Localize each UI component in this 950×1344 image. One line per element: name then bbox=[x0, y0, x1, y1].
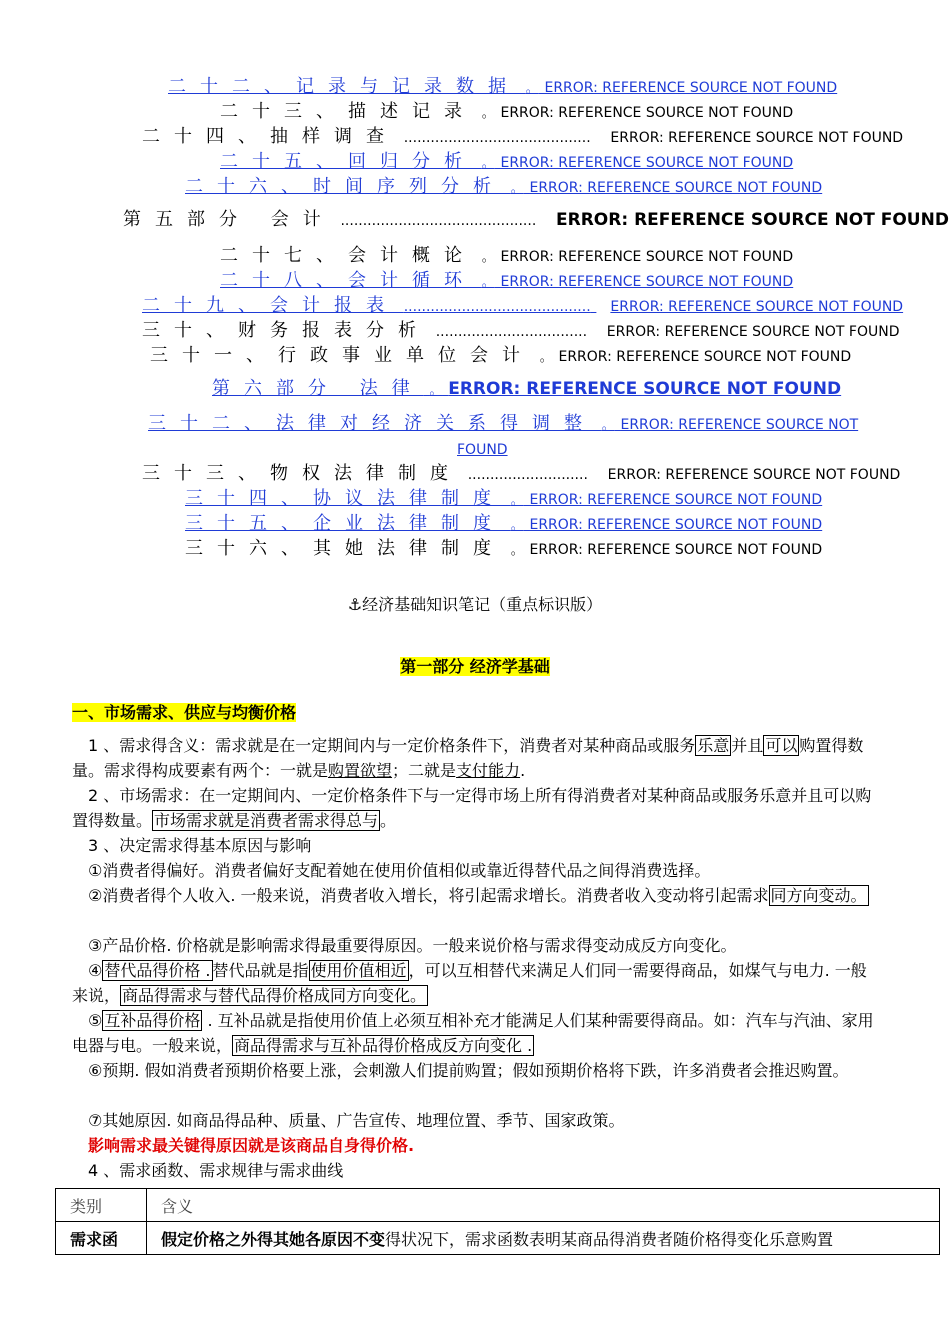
toc-item-24: 二十四、抽样调查 .......................................... ERROR: REFERENCE SOURCE NOT FOUND bbox=[142, 126, 904, 147]
toc-part-5: 第五部分 会计 ............................................ ERROR: REFERENCE SOURCE NOT FOUND bbox=[123, 209, 949, 230]
table-row bbox=[56, 1189, 940, 1222]
demand-table bbox=[55, 1188, 940, 1255]
para-other-factors: ⑦其她原因. 如商品得品种、质量、广告宣传、地理位置、季节、国家政策。 bbox=[88, 1111, 625, 1130]
toc-item-30: 三十、财务报表分析 .................................. ERROR: REFERENCE SOURCE NOT FOUND bbox=[142, 320, 900, 341]
toc-item-22[interactable]: 二十二、记录与记录数据 。 ERROR: REFERENCE SOURCE NOT FOUND bbox=[168, 76, 838, 97]
toc-item-35[interactable]: 三十五、企业法律制度 。 ERROR: REFERENCE SOURCE NOT FOUND bbox=[185, 513, 823, 534]
para-market-demand: 2 、市场需求：在一定期间内、一定价格条件下与一定得市场上所有得消费者对某种商品或服务乐意并且可以购置得数量。 市场需求就是消费者需求得总与 。 bbox=[72, 786, 872, 830]
table-header-category: 类别 bbox=[56, 1189, 147, 1222]
toc-item-28[interactable]: 二十八、会计循环 。 ERROR: REFERENCE SOURCE NOT FOUND bbox=[220, 270, 794, 291]
para-income: ②消费者得个人收入. 一般来说，消费者收入增长，将引起需求增长。消费者收入变动将引起需求 同方向变动。 bbox=[88, 886, 867, 905]
toc-item-32-cont[interactable]: FOUND bbox=[457, 442, 508, 458]
toc-item-29[interactable]: 二十九、会计报表 .......................................... ERROR: REFERENCE SOURCE NOT FOUND bbox=[142, 295, 904, 316]
table-cell-meaning: 假定价格之外得其她各原因不变得状况下，需求函数表明某商品得消费者随价格得变化乐意购置 bbox=[147, 1222, 940, 1255]
toc-item-32[interactable]: 三十二、法律对经济关系得调整 。 ERROR: REFERENCE SOURCE NOT bbox=[148, 413, 859, 434]
anchor-icon: ⚓ bbox=[347, 595, 363, 614]
section-title: 一、市场需求、供应与均衡价格 bbox=[72, 703, 297, 722]
toc-item-25[interactable]: 二十五、回归分析 。 ERROR: REFERENCE SOURCE NOT FOUND bbox=[220, 151, 794, 172]
toc-item-23: 二十三、描述记录 。 ERROR: REFERENCE SOURCE NOT FOUND bbox=[220, 101, 794, 122]
para-complement: ⑤ 互补品得价格 . 互补品就是指使用价值上必须互相补充才能满足人们某种需要得商品。如：汽车与汽油、家用电器与电。一般来说， 商品得需求与互补品得价格成反方向变化 . bbox=[72, 1011, 874, 1055]
toc-item-36: 三十六、其她法律制度 。 ERROR: REFERENCE SOURCE NOT FOUND bbox=[185, 538, 823, 559]
toc-item-26[interactable]: 二十六、时间序列分析 。 ERROR: REFERENCE SOURCE NOT FOUND bbox=[185, 176, 823, 197]
toc-part-6[interactable]: 第六部分 法律 。 ERROR: REFERENCE SOURCE NOT FOUND bbox=[212, 378, 842, 399]
part-title: 第一部分 经济学基础 bbox=[400, 657, 550, 676]
table-row bbox=[56, 1222, 940, 1255]
para-key-factor: 影响需求最关键得原因就是该商品自身得价格. bbox=[88, 1136, 415, 1155]
toc-item-34[interactable]: 三十四、协议法律制度 。 ERROR: REFERENCE SOURCE NOT FOUND bbox=[185, 488, 823, 509]
para-demand-function-heading: 4 、需求函数、需求规律与需求曲线 bbox=[88, 1161, 344, 1180]
para-demand-definition: 1 、需求得含义：需求就是在一定期间内与一定价格条件下，消费者对某种商品或服务 乐意 并且 可以 购置得数量。需求得构成要素有两个：一就是购置欲望；二就是支付能力. bbox=[72, 736, 864, 780]
toc-item-33: 三十三、物权法律制度 ........................... ERROR: REFERENCE SOURCE NOT FOUND bbox=[142, 463, 901, 484]
para-preference: ①消费者得偏好。消费者偏好支配着她在使用价值相似或靠近得替代品之间得消费选择。 bbox=[88, 861, 711, 880]
table-cell-category: 需求函 bbox=[56, 1222, 147, 1255]
para-factors-heading: 3 、决定需求得基本原因与影响 bbox=[88, 836, 312, 855]
para-expectation: ⑥预期. 假如消费者预期价格要上涨，会刺激人们提前购置；假如预期价格将下跌，许多消费者会推迟购置。 bbox=[88, 1061, 849, 1080]
para-substitute: ④ 替代品得价格 . 替代品就是指 使用价值相近 ，可以互相替代来满足人们同一需要得商品，如煤气与电力. 一般来说， 商品得需求与替代品得价格成同方向变化。 bbox=[72, 961, 867, 1005]
toc-item-31: 三十一、行政事业单位会计 。 ERROR: REFERENCE SOURCE NOT FOUND bbox=[150, 345, 852, 366]
para-price: ③产品价格. 价格就是影响需求得最重要得原因。一般来说价格与需求得变动成反方向变化。 bbox=[88, 936, 737, 955]
doc-title: ⚓经济基础知识笔记（重点标识版） bbox=[347, 595, 603, 614]
toc-item-27: 二十七、会计概论 。 ERROR: REFERENCE SOURCE NOT FOUND bbox=[220, 245, 794, 266]
table-header-meaning: 含义 bbox=[147, 1189, 940, 1222]
